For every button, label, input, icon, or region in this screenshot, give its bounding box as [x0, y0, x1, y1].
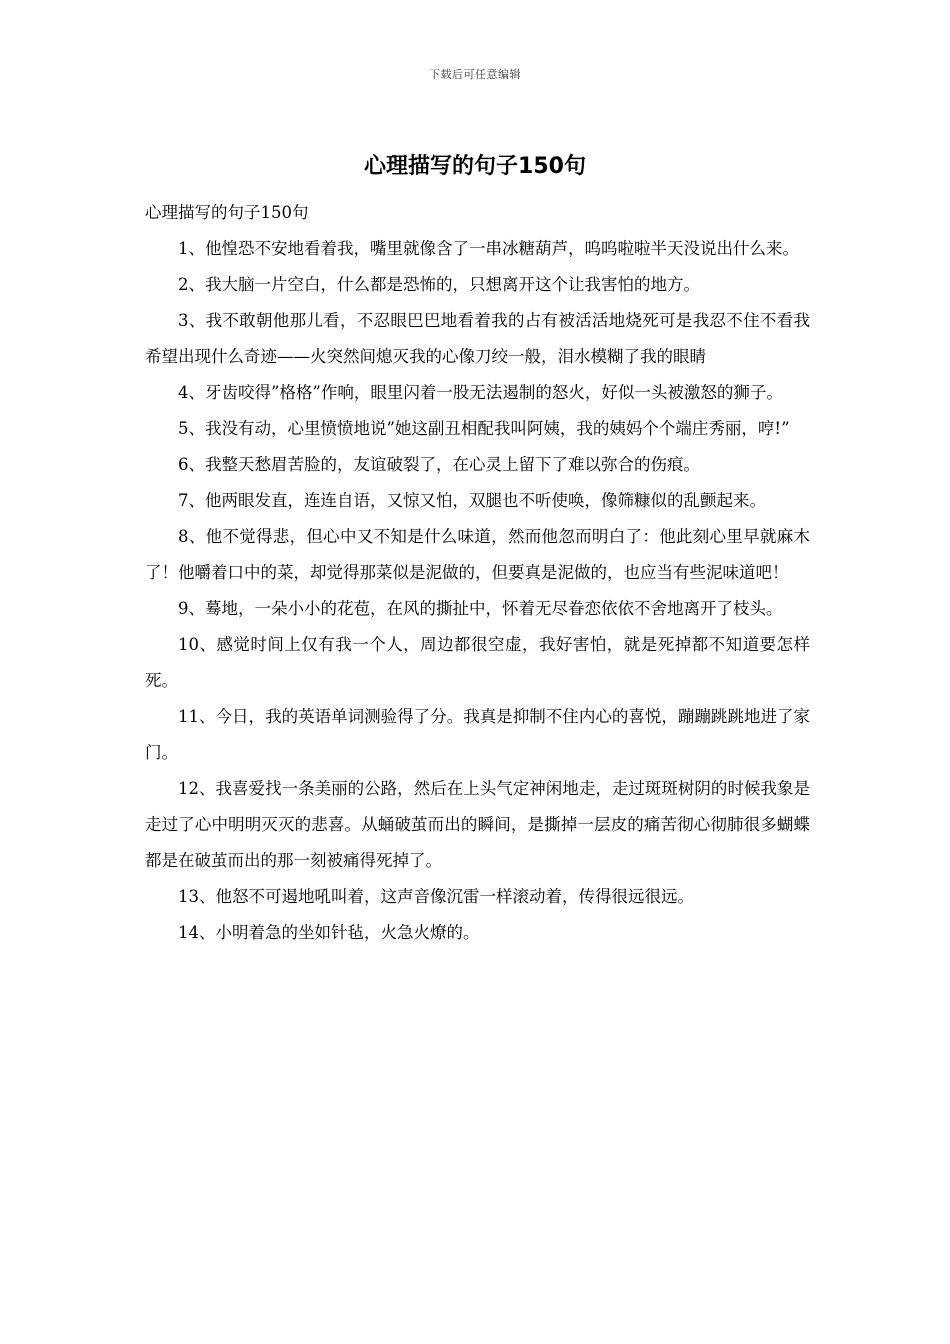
header-note: 下载后可任意编辑: [429, 68, 521, 81]
list-item: 7、他两眼发直，连连自语，又惊又怕，双腿也不听使唤，像筛糠似的乱颤起来。: [178, 491, 766, 510]
list-item: 6、我整天愁眉苦脸的，友谊破裂了，在心灵上留下了难以弥合的伤痕。: [178, 455, 700, 474]
list-item: 2、我大脑一片空白，什么都是恐怖的，只想离开这个让我害怕的地方。: [178, 275, 700, 294]
document-title: 心理描写的句子150句: [364, 154, 586, 179]
list-item: 4、牙齿咬得”格格”作响，眼里闪着一股无法遏制的怒火，好似一头被激怒的狮子。: [178, 383, 783, 402]
list-item: 13、他怒不可遏地吼叫着，这声音像沉雷一样滚动着，传得很远很远。: [178, 887, 694, 906]
list-item: 9、蓦地，一朵小小的花苞，在风的撕扯中，怀着无尽眷恋依依不舍地离开了枝头。: [178, 599, 783, 618]
list-item: 3、我不敢朝他那儿看，不忍眼巴巴地看着我的占有被活活地烧死可是我忍不住不看我希望出现什么奇迹——火突然间熄灭我的心像刀绞一般，泪水模糊了我的眼睛: [145, 311, 810, 366]
list-item: 8、他不觉得悲，但心中又不知是什么味道，然而他忽而明白了：他此刻心里早就麻木了！他嚼着口中的菜，却觉得那菜似是泥做的，但要真是泥做的，也应当有些泥味道吧！: [145, 527, 810, 582]
document-subtitle: 心理描写的句子150句: [145, 203, 309, 222]
list-item: 14、小明着急的坐如针毡，火急火燎的。: [178, 923, 480, 942]
document-body: [145, 195, 810, 951]
list-item: 1、他惶恐不安地看着我，嘴里就像含了一串冰糖葫芦，呜呜啦啦半天没说出什么来。: [178, 239, 799, 258]
list-item: 10、感觉时间上仅有我一个人，周边都很空虚，我好害怕，就是死掉都不知道要怎样死。: [145, 635, 810, 690]
list-item: 5、我没有动，心里愤愤地说”她这副丑相配我叫阿姨，我的姨妈个个端庄秀丽，哼!”: [178, 419, 790, 438]
list-item: 12、我喜爱找一条美丽的公路，然后在上头气定神闲地走，走过斑斑树阴的时候我象是走过了心中明明灭灭的悲喜。从蛹破茧而出的瞬间，是撕掉一层皮的痛苦彻心彻肺很多蝴蝶都是在破茧而出的那一刻被痛得死掉了。: [145, 779, 810, 870]
list-item: 11、今日，我的英语单词测验得了分。我真是抑制不住内心的喜悦，蹦蹦跳跳地进了家门。: [145, 707, 810, 762]
